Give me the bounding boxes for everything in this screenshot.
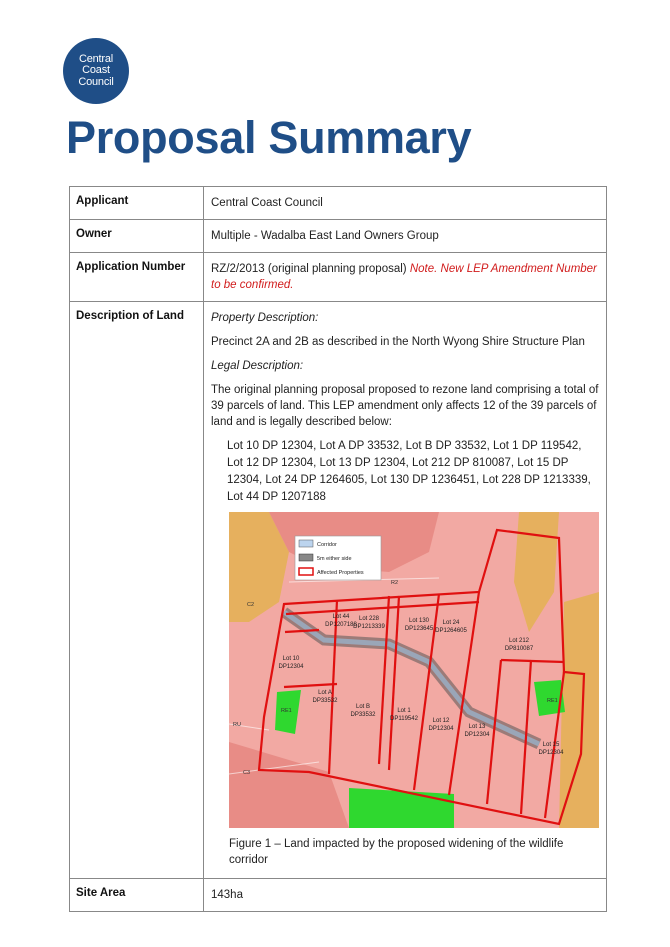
lot-label-dp: DP123645 [404,626,434,632]
proposal-summary-table [69,186,607,912]
lot-label: Lot 212 [508,638,530,644]
lot-label: Lot 15 [542,742,560,748]
site-area-label: Site Area [70,879,204,912]
zone-label-re1-left: RE1 [281,708,292,714]
legal-description-heading: Legal Description: [211,360,304,372]
zone-label-ru: RU [233,722,241,728]
applicant-row [70,187,607,220]
lot-label-dp: DP810087 [504,646,534,652]
property-description-text: Precinct 2A and 2B as described in the North Wyong Shire Structure Plan [211,336,585,348]
legend-corridor: Corridor [317,542,337,548]
council-logo [63,38,129,104]
legend-buffer: 5m either side [317,556,352,562]
zone-label-re1-right: RE1 [547,698,558,704]
lot-label-dp: DP33532 [312,698,338,704]
lot-label-dp: DP12304 [464,732,490,738]
description-value-cell [204,302,607,879]
lot-label: Lot B [355,704,371,710]
site-map [229,512,599,828]
lot-label: Lot 44 [332,614,350,620]
legend-affected: Affected Properties [317,570,364,576]
map-legend [295,536,381,580]
site-area-row [70,879,607,912]
legal-description-text: The original planning proposal proposed to rezone land comprising a total of 39 parcels of land. This LEP amendment only affects 12 of the 39 parcels of land and is legally described below: [211,384,599,428]
page-title: Proposal Summary [66,112,472,163]
owner-label: Owner [70,220,204,253]
logo-line-1: Central [78,52,114,65]
lot-label: Lot 24 [442,620,460,626]
applicant-value: Central Coast Council [204,187,607,220]
lot-label-dp: DP1213339 [353,624,385,630]
owner-value: Multiple - Wadalba East Land Owners Group [204,220,607,253]
application-row [70,253,607,302]
lot-label-dp: DP1207188 [325,622,357,628]
owner-row [70,220,607,253]
application-label: Application Number [70,253,204,302]
application-number: RZ/2/2013 (original planning proposal) [211,263,407,275]
lot-label-dp: DP12304 [428,726,454,732]
lot-label: Lot 10 [282,656,300,662]
application-value-cell [204,253,607,302]
applicant-label: Applicant [70,187,204,220]
zone-label-c3: C3 [243,770,251,776]
lot-list: Lot 10 DP 12304, Lot A DP 33532, Lot B DP 33532, Lot 1 DP 119542, Lot 12 DP 12304, Lot 13 DP 12304, Lot 212 DP 810087, Lot 15 DP 12304, Lot 24 DP 1264605, Lot 130 DP 1236451, Lot 228 DP 1213339, Lot 44 DP 1207188 [227,440,591,503]
lot-label: Lot 130 [408,618,430,624]
lot-label: Lot 13 [468,724,486,730]
site-area-value: 143ha [204,879,607,912]
lot-label: Lot 12 [432,718,450,724]
description-row [70,302,607,879]
lot-label-dp: DP33532 [350,712,376,718]
description-label: Description of Land [70,302,204,879]
lot-label-dp: DP1264605 [435,628,467,634]
zone-green-bottom [349,788,454,828]
lot-label-dp: DP119542 [390,716,418,722]
zone-orange-far-right [559,592,599,828]
logo-line-3: Council [78,75,114,88]
figure-caption: Figure 1 – Land impacted by the proposed widening of the wildlife corridor [229,838,564,866]
lot-label: Lot 1 [397,708,411,714]
application-note: Note. New LEP Amendment Number to be confirmed. [211,263,597,291]
zone-label-c2: C2 [247,602,255,608]
lot-label-dp: DP12304 [538,750,564,756]
lot-label: Lot A [318,690,332,696]
logo-line-2: Coast [82,64,110,77]
lot-label-dp: DP12304 [278,664,304,670]
zone-label-r2: R2 [391,580,399,586]
property-description-heading: Property Description: [211,312,319,324]
lot-label: Lot 228 [358,616,380,622]
